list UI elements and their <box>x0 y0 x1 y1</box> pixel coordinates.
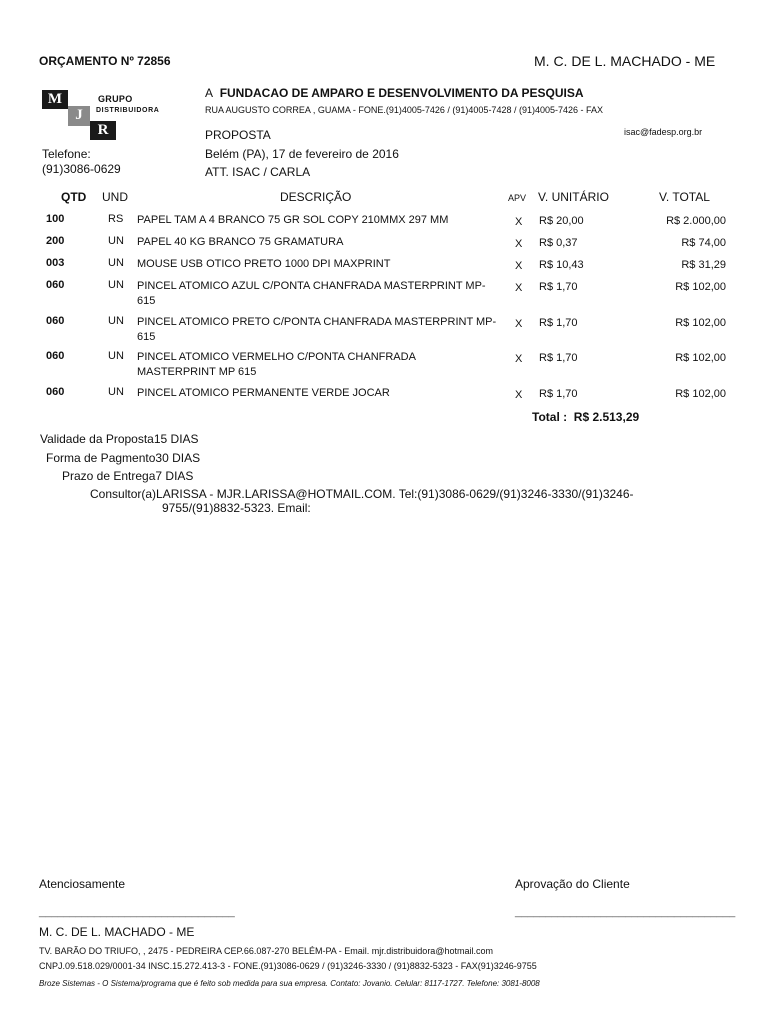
attention-line: ATT. ISAC / CARLA <box>205 165 311 179</box>
cell-qtd: 060 <box>46 279 65 291</box>
budget-number: ORÇAMENTO Nº 72856 <box>39 54 171 68</box>
consultant-line2: 9755/(91)8832-5323. Email: <box>162 501 311 515</box>
proposal-title: PROPOSTA <box>205 128 271 142</box>
cell-apv: X <box>515 260 523 272</box>
cell-apv: X <box>515 238 523 250</box>
cell-unit: R$ 0,37 <box>539 237 578 249</box>
cell-unit: R$ 20,00 <box>539 215 584 227</box>
cell-total: R$ 102,00 <box>675 388 726 400</box>
client-name-prefix: A <box>205 86 214 100</box>
cell-apv: X <box>515 353 523 365</box>
cell-qtd: 003 <box>46 257 65 269</box>
cell-und: UN <box>108 235 124 247</box>
total-value: R$ 2.513,29 <box>573 410 640 424</box>
cell-desc: PINCEL ATOMICO AZUL C/PONTA CHANFRADA MASTERPRINT MP-615 <box>137 280 486 307</box>
cell-und: RS <box>108 213 124 225</box>
signature-line-right: ____________________________________ <box>515 906 736 918</box>
cell-und: UN <box>108 350 124 362</box>
payment-terms: Forma de Pagmento30 DIAS <box>46 451 201 465</box>
cell-und: UN <box>108 315 124 327</box>
total-label: Total : <box>532 410 568 424</box>
cell-apv: X <box>515 389 523 401</box>
header-qtd: QTD <box>61 190 87 204</box>
cell-desc: MOUSE USB OTICO PRETO 1000 DPI MAXPRINT <box>137 258 391 270</box>
cell-unit: R$ 10,43 <box>539 259 584 271</box>
phone-label: Telefone: <box>42 147 91 161</box>
cell-total: R$ 74,00 <box>681 237 726 249</box>
cell-und: UN <box>108 386 124 398</box>
cell-total: R$ 102,00 <box>675 281 726 293</box>
cell-desc: PAPEL 40 KG BRANCO 75 GRAMATURA <box>137 236 344 248</box>
cell-total: R$ 102,00 <box>675 352 726 364</box>
cell-qtd: 200 <box>46 235 65 247</box>
signature-line-left: ________________________________ <box>39 906 235 918</box>
logo-letter-j: J <box>68 106 90 126</box>
cell-desc: PAPEL TAM A 4 BRANCO 75 GR SOL COPY 210MMX 297 MM <box>137 214 449 226</box>
validity: Validade da Proposta15 DIAS <box>40 432 199 446</box>
footer-address: TV. BARÃO DO TRIUFO, , 2475 - PEDREIRA CEP.66.087-270 BELÉM-PA - Email. mjr.distribuidora@hotmail.com <box>39 946 493 956</box>
cell-desc: PINCEL ATOMICO PRETO C/PONTA CHANFRADA MASTERPRINT MP-615 <box>137 316 497 343</box>
cell-total: R$ 2.000,00 <box>666 215 726 227</box>
header-unit: V. UNITÁRIO <box>538 190 609 204</box>
cell-unit: R$ 1,70 <box>539 317 578 329</box>
cell-apv: X <box>515 318 523 330</box>
logo-distribuidora: DISTRIBUIDORA <box>96 107 160 114</box>
logo-letter-r: R <box>90 121 116 140</box>
cell-qtd: 060 <box>46 350 65 362</box>
cell-qtd: 060 <box>46 386 65 398</box>
header-apv: APV <box>508 193 527 203</box>
footer-company: M. C. DE L. MACHADO - ME <box>39 925 195 939</box>
client-name: FUNDACAO DE AMPARO E DESENVOLVIMENTO DA PESQUISA <box>219 86 584 100</box>
cell-qtd: 060 <box>46 315 65 327</box>
cell-unit: R$ 1,70 <box>539 281 578 293</box>
consultant-line1: Consultor(a)LARISSA - MJR.LARISSA@HOTMAIL.COM. Tel:(91)3086-0629/(91)3246-3330/(91)3246- <box>90 487 634 501</box>
header-total: V. TOTAL <box>659 190 710 204</box>
cell-unit: R$ 1,70 <box>539 388 578 400</box>
client-address: RUA AUGUSTO CORREA , GUAMA - FONE.(91)4005-7426 / (91)4005-7428 / (91)4005-7426 - FAX <box>205 105 604 115</box>
cell-desc: PINCEL ATOMICO VERMELHO C/PONTA CHANFRADA MASTERPRINT MP 615 <box>137 351 416 378</box>
client-email: isac@fadesp.org.br <box>624 127 703 137</box>
phone-number: (91)3086-0629 <box>42 162 121 176</box>
header-desc: DESCRIÇÃO <box>280 190 352 204</box>
cell-desc: PINCEL ATOMICO PERMANENTE VERDE JOCAR <box>137 387 390 399</box>
proposal-date: Belém (PA), 17 de fevereiro de 2016 <box>205 147 399 161</box>
regards: Atenciosamente <box>39 877 126 891</box>
header-und: UND <box>102 190 128 204</box>
cell-total: R$ 102,00 <box>675 317 726 329</box>
company-name-header: M. C. DE L. MACHADO - ME <box>534 53 716 69</box>
logo-grupo: GRUPO <box>98 94 133 104</box>
cell-apv: X <box>515 282 523 294</box>
cell-und: UN <box>108 279 124 291</box>
client-name-line <box>205 86 584 100</box>
cell-qtd: 100 <box>46 213 65 225</box>
cell-total: R$ 31,29 <box>681 259 726 271</box>
footer-software: Broze Sistemas - O Sistema/programa que é feito sob medida para sua empresa. Contato: Jovanio. Celular: 8117-1727. Telefone: 3081-8008 <box>39 979 540 988</box>
logo-letter-m: M <box>42 90 68 109</box>
footer-cnpj: CNPJ.09.518.029/0001-34 INSC.15.272.413-3 - FONE.(91)3086-0629 / (91)3246-3330 / (91)8832-5323 - FAX(91)3246-9755 <box>39 961 537 971</box>
cell-unit: R$ 1,70 <box>539 352 578 364</box>
delivery-terms: Prazo de Entrega7 DIAS <box>62 469 194 483</box>
grand-total <box>532 410 639 424</box>
client-approval-label: Aprovação do Cliente <box>515 877 630 891</box>
cell-und: UN <box>108 257 124 269</box>
cell-apv: X <box>515 216 523 228</box>
